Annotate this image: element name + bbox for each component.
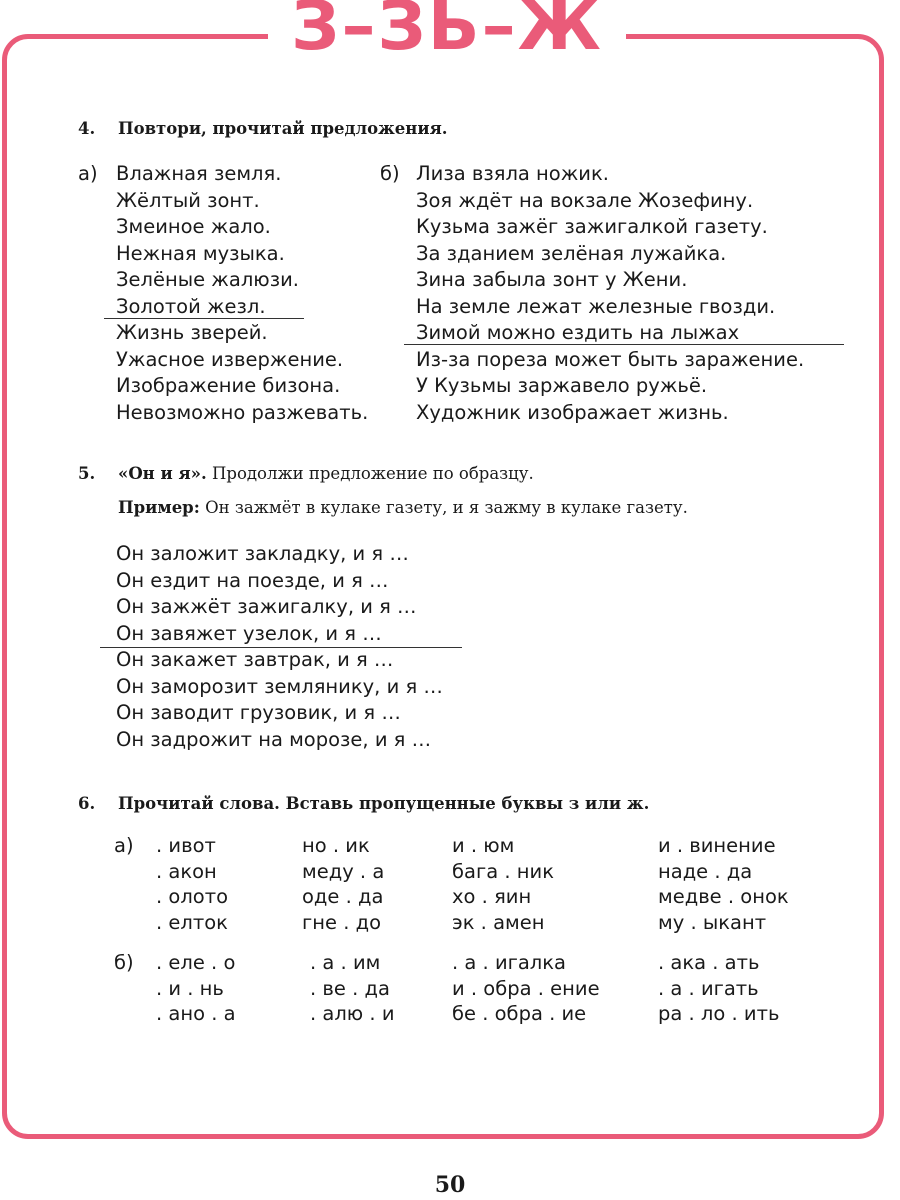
- sentence: Лиза взяла ножик.: [416, 162, 609, 185]
- task-5-number: 5.: [78, 464, 96, 483]
- example-text: Он зажмёт в кулаке газету, и я зажму в кулаке газету.: [199, 498, 688, 517]
- task-6-b-column-3: [452, 950, 600, 1027]
- task-6-b-column-4: [658, 950, 779, 1027]
- sentence: Зина забыла зонт у Жени.: [416, 268, 688, 291]
- word: но . ик: [302, 834, 370, 857]
- word: бага . ник: [452, 859, 554, 883]
- task-6-letter-zh: ж: [626, 794, 644, 813]
- word: . ивот: [156, 834, 216, 857]
- task-5-quote: «Он и я».: [118, 464, 207, 483]
- sentence: У Кузьмы заржавело ружьё.: [416, 374, 708, 397]
- divider-line: [104, 318, 304, 319]
- page-title: З–ЗЬ–Ж: [268, 0, 626, 60]
- sentence: Невозможно разжевать.: [116, 400, 369, 424]
- task-6-letter-z: з: [568, 794, 580, 813]
- word: оде . да: [302, 885, 384, 908]
- sentence: Зелёные жалюзи.: [116, 268, 299, 291]
- word: . олото: [156, 885, 229, 908]
- word: гне . до: [302, 910, 381, 934]
- task-6-instruction: Прочитай слова. Вставь пропущенные буквы: [118, 794, 569, 813]
- task-4-column-a: [116, 161, 368, 426]
- task-4-number: 4.: [78, 119, 96, 138]
- task-5-instruction: Продолжи предложение по образцу.: [206, 464, 534, 483]
- sentence: Он задрожит на морозе, и я …: [116, 727, 432, 751]
- task-6-a-column-3: [452, 833, 554, 935]
- task-6-end: .: [643, 794, 650, 813]
- sentence: Жизнь зверей.: [116, 321, 268, 344]
- sentence: Он зажжёт зажигалку, и я …: [116, 595, 417, 618]
- task-6-or: или: [579, 794, 627, 813]
- sentence: Художник изображает жизнь.: [416, 400, 729, 424]
- sentence: Он завяжет узелок, и я …: [116, 621, 382, 645]
- word: . ве . да: [310, 976, 390, 1000]
- word: эк . амен: [452, 910, 545, 934]
- word: медве . онок: [658, 885, 789, 908]
- sentence: Из-за пореза может быть заражение.: [416, 347, 805, 371]
- word: и . винение: [658, 834, 776, 857]
- word: наде . да: [658, 859, 753, 883]
- sentence: Влажная земля.: [116, 162, 282, 185]
- task-6-a-column-4: [658, 833, 789, 935]
- sentence: Изображение бизона.: [116, 374, 341, 397]
- word: хо . яин: [452, 885, 532, 908]
- sentence: Золотой жезл.: [116, 294, 266, 318]
- word: и . юм: [452, 834, 515, 857]
- sentence: На земле лежат железные гвозди.: [416, 294, 776, 318]
- word: му . ыкант: [658, 910, 767, 934]
- sentence: Зимой можно ездить на лыжах: [416, 321, 740, 344]
- task-6-a-column-2: [302, 833, 384, 935]
- word: . акон: [156, 859, 217, 883]
- word: . ака . ать: [658, 951, 760, 974]
- task-4-column-b: [416, 161, 804, 426]
- sentence: За зданием зелёная лужайка.: [416, 241, 727, 265]
- task-6-b-column-2: [310, 950, 395, 1027]
- task-6-heading: [78, 793, 649, 815]
- example-label: Пример:: [118, 498, 200, 517]
- sentence: Зоя ждёт на вокзале Жозефину.: [416, 188, 754, 212]
- task-6-marker-a: а): [114, 834, 134, 857]
- word: . елток: [156, 910, 228, 934]
- task-5-heading: [78, 463, 534, 485]
- sentence: Нежная музыка.: [116, 241, 285, 265]
- task-6-number: 6.: [78, 794, 96, 813]
- task-4-instruction: Повтори, прочитай предложения.: [118, 119, 448, 138]
- word: . еле . о: [156, 951, 236, 974]
- word: меду . а: [302, 859, 385, 883]
- sentence: Он заложит закладку, и я …: [116, 542, 409, 565]
- sentence: Змеиное жало.: [116, 215, 271, 238]
- divider-line: [100, 647, 462, 648]
- word: бе . обра . ие: [452, 1002, 587, 1025]
- word: . ано . а: [156, 1002, 236, 1025]
- sentence: Кузьма зажёг зажигалкой газету.: [416, 215, 768, 238]
- task-4-marker-a: а): [78, 162, 98, 185]
- divider-line: [404, 344, 844, 345]
- task-4-marker-b: б): [380, 162, 400, 185]
- task-6-a-column-1: [156, 833, 228, 935]
- task-6-marker-b: б): [114, 951, 134, 974]
- sentence: Он закажет завтрак, и я …: [116, 648, 394, 671]
- word: ра . ло . ить: [658, 1002, 780, 1025]
- word: . алю . и: [310, 1002, 395, 1025]
- sentence: Он заводит грузовик, и я …: [116, 701, 401, 724]
- word: . а . им: [310, 951, 381, 974]
- task-6-b-column-1: [156, 950, 236, 1027]
- task-5-example: [118, 497, 688, 519]
- word: . а . игалка: [452, 951, 567, 974]
- word: . и . нь: [156, 976, 224, 1000]
- page-number: 50: [434, 1172, 466, 1198]
- sentence: Жёлтый зонт.: [116, 188, 260, 212]
- word: . а . игать: [658, 976, 759, 1000]
- sentence: Он ездит на поезде, и я …: [116, 568, 389, 592]
- task-4-heading: [78, 118, 448, 140]
- sentence: Он заморозит землянику, и я …: [116, 674, 443, 698]
- sentence: Ужасное извержение.: [116, 347, 344, 371]
- word: и . обра . ение: [452, 976, 600, 1000]
